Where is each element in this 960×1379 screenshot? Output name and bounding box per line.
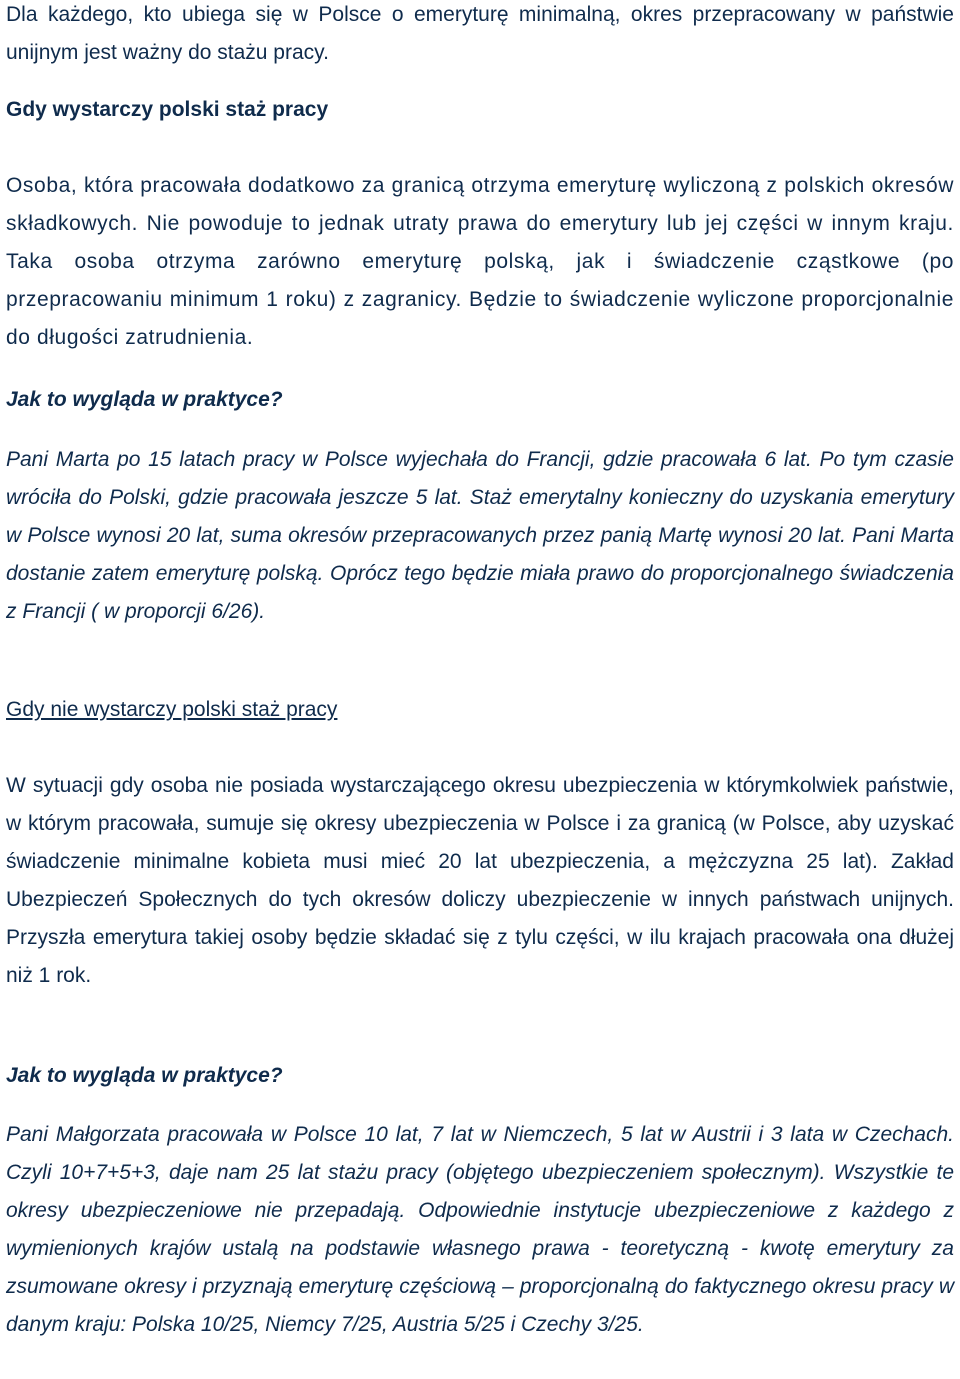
section-heading-sufficient: Gdy wystarczy polski staż pracy xyxy=(6,98,329,121)
example-heading-2: Jak to wygląda w praktyce? xyxy=(6,1064,283,1087)
section-paragraph-insufficient: W sytuacji gdy osoba nie posiada wystarczającego okresu ubezpieczenia w którymkolwiek państwie, w którym pracowała, sumuje się okresy ubezpieczenia w Polsce i za granicą (w Polsce, aby uzyskać świadczenie minimalne kobieta musi mieć 20 lat ubezpieczenia, a mężczyzna 25 lat). Zakład Ubezpieczeń Społecznych do tych okresów doliczy ubezpieczenie w innych państwach unijnych. Przyszła emerytura takiej osoby będzie składać się z tylu części, w ilu krajach pracowała ona dłużej niż 1 rok. xyxy=(6,774,954,987)
section-heading-insufficient: Gdy nie wystarczy polski staż pracy xyxy=(6,698,338,721)
example-heading-1: Jak to wygląda w praktyce? xyxy=(6,388,283,411)
example-paragraph-2: Pani Małgorzata pracowała w Polsce 10 lat, 7 lat w Niemczech, 5 lat w Austrii i 3 lata w Czechach. Czyli 10+7+5+3, daje nam 25 lat stażu pracy (objętego ubezpieczeniem społecznym). Wszystkie te okresy ubezpieczeniowe nie przepadają. Odpowiednie instytucje ubezpieczeniowe z każdego z wymienionych krajów ustalą na podstawie własnego prawa - teoretyczną - kwotę emerytury za zsumowane okresy i przyznają emeryturę częściową – proporcjonalną do faktycznego okresu pracy w danym kraju: Polska 10/25, Niemcy 7/25, Austria 5/25 i Czechy 3/25. xyxy=(6,1123,954,1336)
section-paragraph-sufficient: Osoba, która pracowała dodatkowo za granicą otrzyma emeryturę wyliczoną z polskich okresów składkowych. Nie powoduje to jednak utraty prawa do emerytury lub jej części w innym kraju. Taka osoba otrzyma zarówno emeryturę polską, jak i świadczenie cząstkowe (po przepracowaniu minimum 1 roku) z zagranicy. Będzie to świadczenie wyliczone proporcjonalnie do długości zatrudnienia. xyxy=(6,174,954,349)
example-paragraph-1: Pani Marta po 15 latach pracy w Polsce wyjechała do Francji, gdzie pracowała 6 lat. Po tym czasie wróciła do Polski, gdzie pracowała jeszcze 5 lat. Staż emerytalny konieczny do uzyskania emerytury w Polsce wynosi 20 lat, suma okresów przepracowanych przez panią Martę wynosi 20 lat. Pani Marta dostanie zatem emeryturę polską. Oprócz tego będzie miała prawo do proporcjonalnego świadczenia z Francji ( w proporcji 6/26). xyxy=(6,448,954,623)
intro-paragraph: Dla każdego, kto ubiega się w Polsce o emeryturę minimalną, okres przepracowany w państwie unijnym jest ważny do stażu pracy. xyxy=(6,3,954,64)
